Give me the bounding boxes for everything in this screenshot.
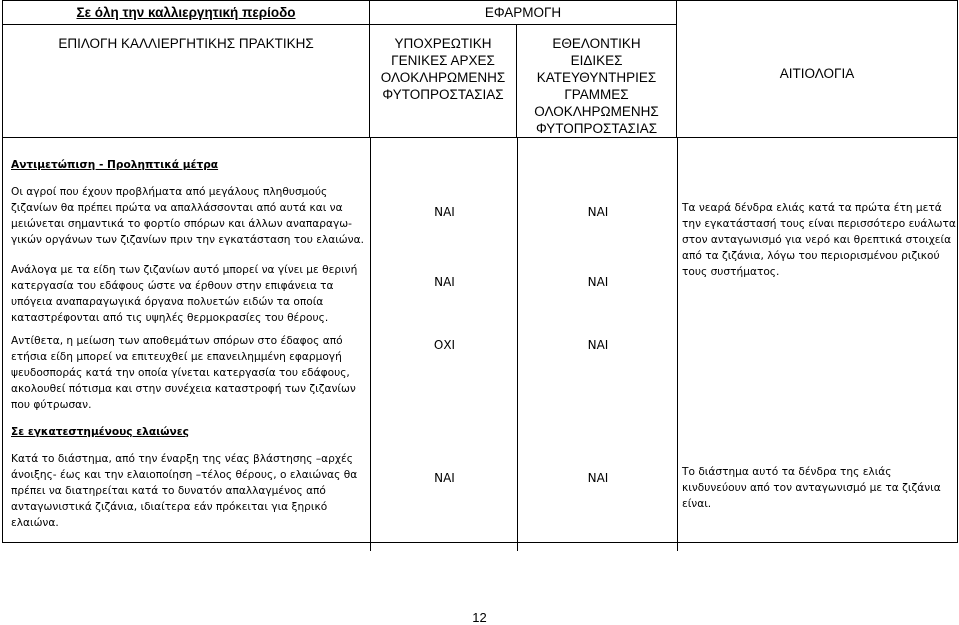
text-line: ετήσια είδη μπορεί να επιτευχθεί με επανειλημμένη εφαρμογή <box>11 351 342 363</box>
text-line: στον ανταγωνισμό για νερό και θρεπτικά στοιχεία <box>682 234 952 246</box>
section1-paragraph-3 <box>11 333 371 413</box>
text-line: που φύτρωσαν. <box>11 399 92 411</box>
practice-header-cell <box>3 25 370 138</box>
section1-paragraph-2 <box>11 262 371 326</box>
column-divider <box>517 138 518 551</box>
period-title: Σε όλη την καλλιεργητική περίοδο <box>76 5 296 20</box>
text-line: πρέπει να διατηρείται κατά το δυνατόν απαλλαγμένος από <box>11 485 326 497</box>
column-divider <box>677 138 678 551</box>
text-line: Οι αγροί που έχουν προβλήματα από μεγάλους πληθυσμούς <box>11 186 328 198</box>
section2-paragraph <box>11 451 376 531</box>
text-line: από τα ζιζάνια, λόγω του περιορισμένου ριζικού <box>682 250 940 262</box>
mandatory-value-1: ΝΑΙ <box>434 205 455 219</box>
content-cell <box>3 138 958 543</box>
section1-justification <box>682 200 957 280</box>
text-line: ψευδοσποράς κατά την οποία γίνεται κατεργασία του εδάφους, <box>11 367 350 379</box>
text-line: ζιζανίων θα πρέπει πρώτα να απαλλάσσονται από αυτά και να <box>11 202 343 214</box>
text-line: ανταγωνιστικά ζιζάνια, ιδιαίτερα εάν πρόκειται για ξηρικό ελαιώνα. <box>11 501 328 529</box>
voluntary-header-line: ΕΙΔΙΚΕΣ ΚΑΤΕΥΘΥΝΤΗΡΙΕΣ <box>536 53 657 85</box>
mandatory-header-line: ΦΥΤΟΠΡΟΣΤΑΣΙΑΣ <box>382 87 504 102</box>
text-line: την εγκατάστασή τους είναι περισσότερο ευάλωτα <box>682 218 956 230</box>
section1-paragraph-1 <box>11 184 371 248</box>
section2-justification <box>682 464 957 512</box>
column-divider <box>370 138 371 551</box>
voluntary-header-line: ΕΘΕΛΟΝΤΙΚΗ <box>552 36 641 51</box>
text-line: Το διάστημα αυτό τα δένδρα της ελιάς <box>682 466 892 478</box>
mandatory-header <box>370 35 516 103</box>
text-line: υπόγεια αναπαραγωγικά όργανα πολυετών ειδών τα οποία <box>11 296 324 308</box>
text-line: καταστρέφονται από τις υψηλές θερμοκρασίες του θέρους. <box>11 312 329 324</box>
blank-header-cell <box>677 1 958 25</box>
mandatory-header-line: ΥΠΟΧΡΕΩΤΙΚΗ <box>394 36 492 51</box>
text-line: κινδυνεύουν από τον ανταγωνισμό με τα ζιζάνια <box>682 482 941 494</box>
text-line: Τα νεαρά δένδρα ελιάς κατά τα πρώτα έτη μετά <box>682 202 942 214</box>
text-line: μειώνεται σημαντικά το φορτίο σπόρων και άλλων αναπαραγω- <box>11 218 352 230</box>
text-line: Αντίθετα, η μείωση των αποθεμάτων σπόρων στο έδαφος από <box>11 335 343 347</box>
text-line: ακολουθεί πότισμα και στην συνέχεια καταστροφή των ζιζανίων <box>11 383 356 395</box>
voluntary-header-line: ΦΥΤΟΠΡΟΣΤΑΣΙΑΣ <box>535 121 658 136</box>
mandatory-value-3: ΟΧΙ <box>433 338 456 352</box>
practice-header: ΕΠΙΛΟΓΗ ΚΑΛΛΙΕΡΓΗΤΙΚΗΣ ΠΡΑΚΤΙΚΗΣ <box>58 36 314 51</box>
voluntary-header <box>517 35 676 137</box>
voluntary-value-4: ΝΑΙ <box>587 471 609 485</box>
mandatory-header-line: ΓΕΝΙΚΕΣ ΑΡΧΕΣ <box>391 53 495 68</box>
text-line: κατεργασία του εδάφους ώστε να έρθουν στην επιφάνεια τα <box>11 280 334 292</box>
section-title-established: Σε εγκατεστημένους ελαιώνες <box>11 426 189 438</box>
mandatory-value-2: ΝΑΙ <box>434 275 455 289</box>
mandatory-value-4: ΝΑΙ <box>434 471 455 485</box>
page-number: 12 <box>472 610 487 625</box>
mandatory-header-cell <box>370 25 517 138</box>
section-title-treatment: Αντιμετώπιση - Προληπτικά μέτρα <box>11 159 219 171</box>
text-line: Κατά το διάστημα, από την έναρξη της νέας βλάστησης –αρχές <box>11 453 353 465</box>
application-header-cell <box>370 1 677 25</box>
voluntary-header-line: ΓΡΑΜΜΕΣ <box>564 87 629 102</box>
mandatory-header-line: ΟΛΟΚΛΗΡΩΜΕΝΗΣ <box>380 70 506 85</box>
text-line: είναι. <box>682 498 712 510</box>
text-line: Ανάλογα με τα είδη των ζιζανίων αυτό μπορεί να γίνει με θερινή <box>11 264 358 276</box>
application-header: ΕΦΑΡΜΟΓΗ <box>484 5 562 20</box>
voluntary-value-3: ΝΑΙ <box>587 338 609 352</box>
text-line: άνοιξης- έως και την ελαιοποίηση –τέλος θέρους, ο ελαιώνας θα <box>11 469 358 481</box>
justification-header: ΑΙΤΙΟΛΟΓΙΑ <box>779 66 855 82</box>
period-title-cell <box>3 1 370 25</box>
voluntary-value-2: ΝΑΙ <box>587 275 609 289</box>
text-line: τους συστήματος. <box>682 266 780 278</box>
practices-table <box>2 0 958 543</box>
voluntary-header-cell <box>517 25 677 138</box>
voluntary-value-1: ΝΑΙ <box>587 205 609 219</box>
text-line: γικών οργάνων των ζιζανίων πριν την εγκατάσταση του ελαιώνα. <box>11 234 364 246</box>
voluntary-header-line: ΟΛΟΚΛΗΡΩΜΕΝΗΣ <box>534 104 659 119</box>
justification-header-cell <box>677 25 958 138</box>
